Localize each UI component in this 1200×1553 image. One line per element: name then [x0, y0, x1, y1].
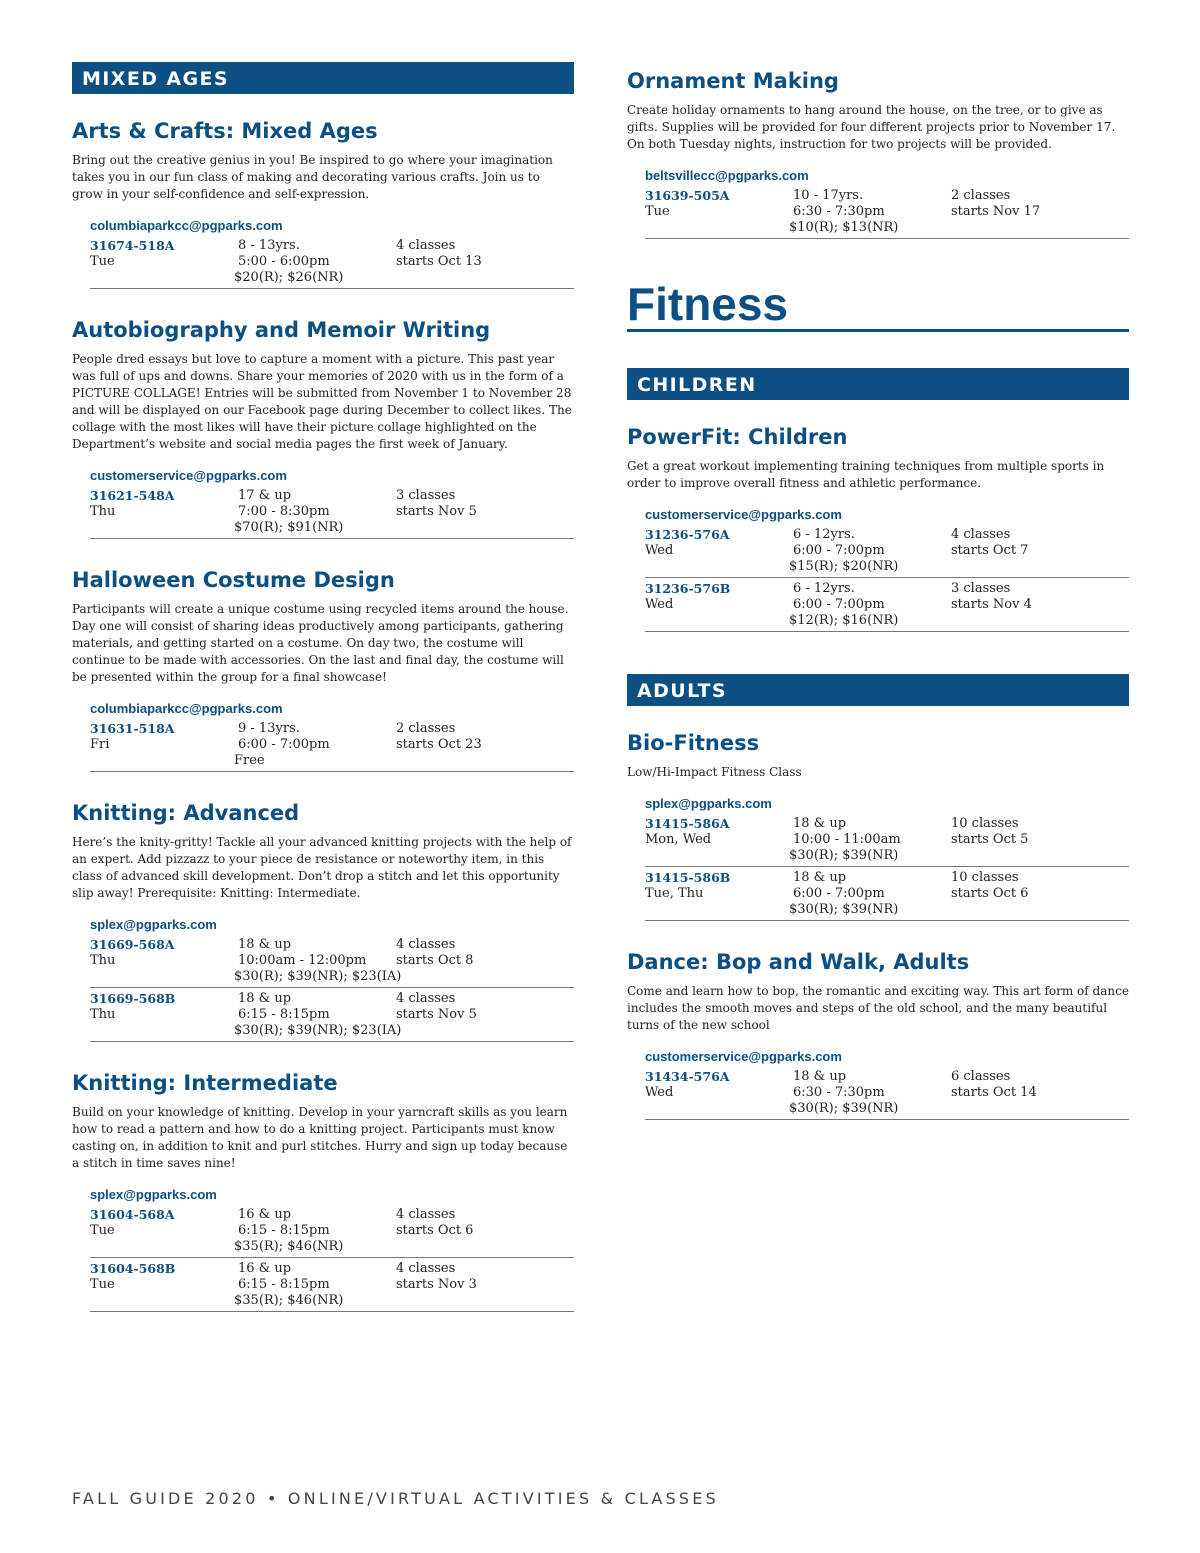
start-date: starts Oct 14: [951, 1085, 1037, 1100]
section-header-adults: ADULTS: [627, 674, 1129, 706]
course-code[interactable]: 31639-505A: [645, 188, 730, 203]
meeting-days: Wed: [645, 543, 674, 558]
age-range: 16 & up: [238, 1261, 292, 1276]
class-description: Build on your knowledge of knitting. Develop in your yarncraft skills as you learn how to read a pattern and how to do a knitting project. Participants must know casting on, in addition to knit and purl stitches. Hurry and sign up today because a stitch in time saves nine!: [72, 1105, 568, 1170]
start-date: starts Oct 13: [396, 254, 482, 269]
section-header-children: CHILDREN: [627, 368, 1129, 400]
class-count: 3 classes: [951, 581, 1011, 596]
session-row: [645, 1066, 1129, 1120]
time-range: 6:30 - 7:30pm: [793, 1085, 885, 1100]
class-description: Get a great workout implementing training techniques from multiple sports in order to improve overall fitness and athletic performance.: [627, 459, 1105, 490]
class-count: 6 classes: [951, 1069, 1011, 1084]
fee: $30(R); $39(NR); $23(IA): [234, 969, 402, 984]
time-range: 6:15 - 8:15pm: [238, 1223, 330, 1238]
course-code[interactable]: 31236-576B: [645, 581, 731, 596]
fee: $20(R); $26(NR): [234, 270, 344, 285]
start-date: starts Nov 5: [396, 1007, 477, 1022]
age-range: 10 - 17yrs.: [793, 188, 864, 203]
class-description: Here’s the knity-gritty! Tackle all your advanced knitting projects with the help of an expert. Add pizzazz to your piece de resistance or noteworthy item, in this class of advanced skill development. Don’t drop a stitch and let this opportunity slip away! Prerequisite: Knitting: Intermediate.: [72, 835, 572, 900]
fee: Free: [234, 753, 265, 768]
class-count: 10 classes: [951, 816, 1019, 831]
session-table: [90, 1186, 574, 1312]
class-title: Ornament Making: [627, 69, 839, 93]
contact-email-link[interactable]: columbiaparkcc@pgparks.com: [90, 218, 283, 233]
class-count: 2 classes: [951, 188, 1011, 203]
class-description: People dred essays but love to capture a moment with a picture. This past year was full of ups and downs. Share your memories of 2020 with us in the form of a PICTURE COLLAGE! Entries will be submitted from November 1 to November 28 and will be displayed on our Facebook page during December to collect likes. The collage with the most likes will have their picture collage highlighted on the Department’s website and social media pages the first week of January.: [72, 352, 572, 451]
contact-email-link[interactable]: columbiaparkcc@pgparks.com: [90, 701, 283, 716]
meeting-days: Tue: [90, 1223, 115, 1238]
meeting-days: Tue: [645, 204, 670, 219]
session-table: [645, 167, 1129, 239]
contact-email-link[interactable]: splex@pgparks.com: [645, 796, 772, 811]
time-range: 6:00 - 7:00pm: [793, 543, 885, 558]
session-table: [645, 795, 1129, 921]
fee: $10(R); $13(NR): [789, 220, 899, 235]
session-row: [90, 988, 574, 1042]
session-row: [645, 524, 1129, 578]
meeting-days: Mon, Wed: [645, 832, 712, 847]
age-range: 17 & up: [238, 488, 292, 503]
meeting-days: Tue: [90, 1277, 115, 1292]
class-title: Knitting: Intermediate: [72, 1071, 338, 1095]
fee: $30(R); $39(NR): [789, 902, 899, 917]
class-count: 4 classes: [396, 937, 456, 952]
class-count: 10 classes: [951, 870, 1019, 885]
class-description: Participants will create a unique costume using recycled items around the house. Day one will consist of sharing ideas productively among participants, gathering materials, and getting started on a costume. On day two, the costume will continue to be made with accessories. On the last and final day, the costume will be presented within the group for a final showcase!: [72, 602, 569, 684]
time-range: 6:00 - 7:00pm: [238, 737, 330, 752]
class-title: Bio-Fitness: [627, 731, 760, 755]
class-count: 3 classes: [396, 488, 456, 503]
age-range: 6 - 12yrs.: [793, 581, 855, 596]
course-code[interactable]: 31669-568A: [90, 937, 175, 952]
class-title: Autobiography and Memoir Writing: [72, 318, 491, 342]
meeting-days: Wed: [645, 597, 674, 612]
page-title: Fitness: [627, 279, 1129, 332]
age-range: 18 & up: [793, 816, 847, 831]
class-block: [627, 424, 1129, 632]
contact-email-link[interactable]: splex@pgparks.com: [90, 917, 217, 932]
age-range: 18 & up: [238, 991, 292, 1006]
time-range: 6:15 - 8:15pm: [238, 1277, 330, 1292]
class-description: Low/Hi-Impact Fitness Class: [627, 765, 802, 779]
meeting-days: Tue: [90, 254, 115, 269]
class-block: [627, 949, 1129, 1120]
time-range: 6:30 - 7:30pm: [793, 204, 885, 219]
class-block: [627, 68, 1129, 239]
right-column: [627, 62, 1129, 1120]
course-code[interactable]: 31674-518A: [90, 238, 175, 253]
session-row: [90, 235, 574, 289]
class-count: 4 classes: [396, 1261, 456, 1276]
class-block: [72, 118, 574, 289]
fee: $30(R); $39(NR): [789, 1101, 899, 1116]
session-row: [645, 578, 1129, 632]
start-date: starts Nov 3: [396, 1277, 477, 1292]
course-code[interactable]: 31669-568B: [90, 991, 176, 1006]
contact-email-link[interactable]: customerservice@pgparks.com: [90, 468, 287, 483]
class-count: 4 classes: [951, 527, 1011, 542]
session-row: [90, 485, 574, 539]
contact-email-link[interactable]: customerservice@pgparks.com: [645, 507, 842, 522]
course-code[interactable]: 31434-576A: [645, 1069, 730, 1084]
start-date: starts Oct 23: [396, 737, 482, 752]
section-header-mixed-ages: MIXED AGES: [72, 62, 574, 94]
meeting-days: Thu: [90, 1007, 116, 1022]
contact-email-link[interactable]: splex@pgparks.com: [90, 1187, 217, 1202]
meeting-days: Wed: [645, 1085, 674, 1100]
session-row: [645, 867, 1129, 921]
course-code[interactable]: 31415-586B: [645, 870, 731, 885]
session-table: [90, 700, 574, 772]
start-date: starts Oct 5: [951, 832, 1029, 847]
course-code[interactable]: 31604-568B: [90, 1261, 176, 1276]
start-date: starts Oct 6: [951, 886, 1029, 901]
start-date: starts Oct 8: [396, 953, 474, 968]
session-row: [90, 1204, 574, 1258]
age-range: 18 & up: [793, 1069, 847, 1084]
age-range: 9 - 13yrs.: [238, 721, 300, 736]
class-description: Come and learn how to bop, the romantic and exciting way. This art form of dance includes the smooth moves and steps of the old school, and the many beautiful turns of the new school: [627, 984, 1129, 1032]
course-code[interactable]: 31621-548A: [90, 488, 175, 503]
session-table: [645, 1048, 1129, 1120]
start-date: starts Oct 7: [951, 543, 1029, 558]
class-count: 4 classes: [396, 238, 456, 253]
meeting-days: Thu: [90, 953, 116, 968]
start-date: starts Oct 6: [396, 1223, 474, 1238]
fee: $35(R); $46(NR): [234, 1239, 344, 1254]
age-range: 8 - 13yrs.: [238, 238, 300, 253]
class-block: [72, 800, 574, 1042]
meeting-days: Fri: [90, 737, 110, 752]
page-footer: FALL GUIDE 2020 • ONLINE/VIRTUAL ACTIVITIES & CLASSES: [72, 1489, 719, 1508]
fee: $12(R); $16(NR): [789, 613, 899, 628]
class-title: PowerFit: Children: [627, 425, 848, 449]
age-range: 16 & up: [238, 1207, 292, 1222]
session-row: [90, 1258, 574, 1312]
meeting-days: Thu: [90, 504, 116, 519]
session-row: [645, 813, 1129, 867]
time-range: 6:00 - 7:00pm: [793, 886, 885, 901]
left-column: [72, 62, 574, 1312]
start-date: starts Nov 4: [951, 597, 1032, 612]
time-range: 7:00 - 8:30pm: [238, 504, 330, 519]
fee: $15(R); $20(NR): [789, 559, 899, 574]
contact-email-link[interactable]: beltsvillecc@pgparks.com: [645, 168, 809, 183]
fee: $30(R); $39(NR); $23(IA): [234, 1023, 402, 1038]
session-row: [645, 185, 1129, 239]
course-code[interactable]: 31631-518A: [90, 721, 175, 736]
age-range: 18 & up: [238, 937, 292, 952]
class-block: [72, 1070, 574, 1312]
class-block: [627, 730, 1129, 921]
class-description: Create holiday ornaments to hang around the house, on the tree, or to give as gifts. Supplies will be provided for four different projects prior to November 17. On both Tuesday nights, instruction for two projects will be provided.: [627, 103, 1116, 151]
course-code[interactable]: 31236-576A: [645, 527, 730, 542]
time-range: 5:00 - 6:00pm: [238, 254, 330, 269]
class-block: [72, 317, 574, 539]
time-range: 6:00 - 7:00pm: [793, 597, 885, 612]
class-title: Arts & Crafts: Mixed Ages: [72, 119, 378, 143]
class-description: Bring out the creative genius in you! Be inspired to go where your imagination takes you in our fun class of making and decorating various crafts. Join us to grow in your self-confidence and self-expression.: [72, 153, 553, 201]
time-range: 6:15 - 8:15pm: [238, 1007, 330, 1022]
age-range: 18 & up: [793, 870, 847, 885]
session-row: [90, 718, 574, 772]
session-table: [90, 467, 574, 539]
session-row: [90, 934, 574, 988]
class-title: Knitting: Advanced: [72, 801, 300, 825]
course-code[interactable]: 31604-568A: [90, 1207, 175, 1222]
fee: $30(R); $39(NR): [789, 848, 899, 863]
class-title: Dance: Bop and Walk, Adults: [627, 950, 970, 974]
start-date: starts Nov 5: [396, 504, 477, 519]
class-count: 4 classes: [396, 991, 456, 1006]
session-table: [90, 916, 574, 1042]
age-range: 6 - 12yrs.: [793, 527, 855, 542]
class-block: [72, 567, 574, 772]
start-date: starts Nov 17: [951, 204, 1041, 219]
contact-email-link[interactable]: customerservice@pgparks.com: [645, 1049, 842, 1064]
meeting-days: Tue, Thu: [645, 886, 704, 901]
fee: $35(R); $46(NR): [234, 1293, 344, 1308]
class-title: Halloween Costume Design: [72, 568, 395, 592]
class-count: 4 classes: [396, 1207, 456, 1222]
fee: $70(R); $91(NR): [234, 520, 344, 535]
time-range: 10:00am - 12:00pm: [238, 953, 367, 968]
course-code[interactable]: 31415-586A: [645, 816, 730, 831]
time-range: 10:00 - 11:00am: [793, 832, 901, 847]
session-table: [90, 217, 574, 289]
session-table: [645, 506, 1129, 632]
class-count: 2 classes: [396, 721, 456, 736]
